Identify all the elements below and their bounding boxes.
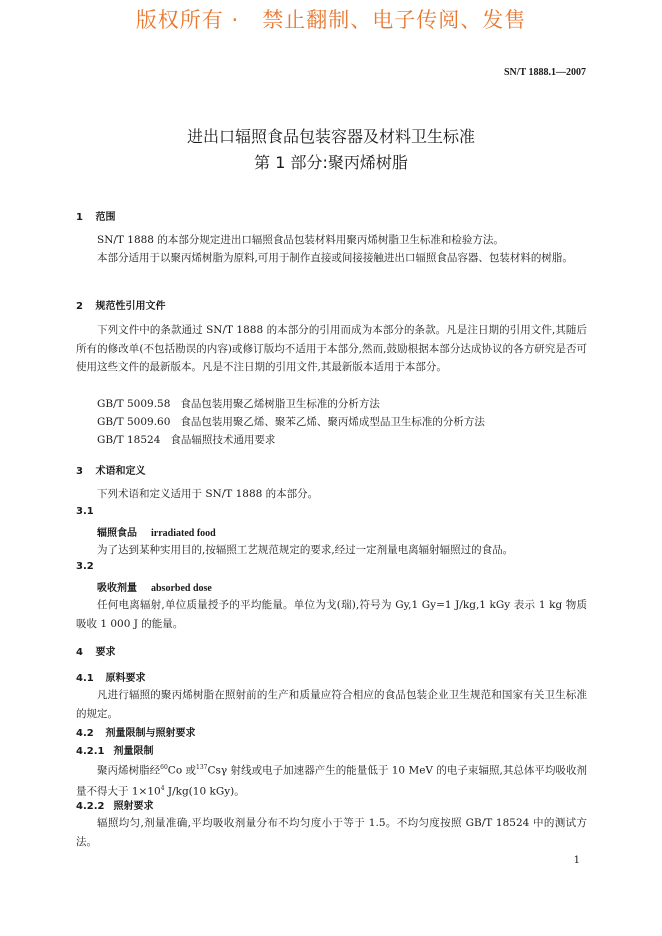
section-heading bbox=[76, 462, 145, 477]
subsection-title: 剂量限制 bbox=[113, 746, 154, 757]
term-entry bbox=[97, 579, 212, 594]
term-entry bbox=[97, 524, 216, 539]
reference-item: GB/T 5009.58 食品包装用聚乙烯树脂卫生标准的分析方法 bbox=[97, 398, 380, 410]
page-number: 1 bbox=[573, 855, 580, 866]
term-chinese: 辐照食品 bbox=[97, 528, 137, 539]
reference-item: GB/T 5009.60 食品包装用聚乙烯、聚苯乙烯、聚丙烯成型品卫生标准的分析方法 bbox=[97, 416, 485, 428]
standard-number: SN/T 1888.1—2007 bbox=[503, 67, 586, 78]
subsection-title: 剂量限制与照射要求 bbox=[105, 728, 196, 739]
section-number: 3 bbox=[76, 466, 83, 477]
paragraph: 聚丙烯树脂经$^{60}$Co 或$^{137}$Csγ 射线或电子加速器产生的能量低于 10 MeV 的电子束辐照,其总体平均吸收剂量不得大于 $1\times 10^4$ J/kg(10 kGy)。 bbox=[76, 764, 588, 798]
document-subtitle: 第 1 部分:聚丙烯树脂 bbox=[254, 153, 408, 172]
subsection-heading bbox=[76, 724, 195, 739]
subsection-title: 照射要求 bbox=[113, 801, 154, 812]
paragraph: 下列文件中的条款通过 SN/T 1888 的本部分的引用而成为本部分的条款。凡是注日期的引用文件,其随后所有的修改单(不包括勘误的内容)或修订版均不适用于本部分,然而,鼓励根据本部分达成协议的各方研究是否可使用这些文件的最新版本。凡是不注日期的引用文件,其最新版本适用于本部分。 bbox=[76, 324, 587, 373]
subsection-number: 4.2 bbox=[76, 728, 94, 739]
section-title: 规范性引用文件 bbox=[95, 301, 166, 312]
paragraph: SN/T 1888 的本部分规定进出口辐照食品包装材料用聚丙烯树脂卫生标准和检验方法。 bbox=[97, 234, 504, 246]
section-title: 要求 bbox=[95, 647, 116, 658]
section-number: 2 bbox=[76, 301, 83, 312]
paragraph: 下列术语和定义适用于 SN/T 1888 的本部分。 bbox=[97, 488, 319, 500]
paragraph: 本部分适用于以聚丙烯树脂为原料,可用于制作直接或间接接触进出口辐照食品容器、包装材料的树脂。 bbox=[97, 252, 573, 264]
section-number: 1 bbox=[76, 212, 83, 223]
section-title: 术语和定义 bbox=[95, 466, 146, 477]
reference-item: GB/T 18524 食品辐照技术通用要求 bbox=[97, 434, 276, 446]
paragraph: 凡进行辐照的聚丙烯树脂在照射前的生产和质量应符合相应的食品包装企业卫生规范和国家有关卫生标准的规定。 bbox=[76, 689, 587, 720]
section-number: 4 bbox=[76, 647, 83, 658]
document-title: 进出口辐照食品包装容器及材料卫生标准 bbox=[186, 127, 475, 146]
paragraph: 辐照均匀,剂量准确,平均吸收剂量分布不均匀度小于等于 1.5。不均匀度按照 GB/T 18524 中的测试方法。 bbox=[76, 817, 587, 848]
subsection-title: 原料要求 bbox=[105, 673, 146, 684]
section-heading bbox=[76, 297, 165, 312]
term-definition: 任何电离辐射,单位质量授予的平均能量。单位为戈(瑞),符号为 Gy,1 Gy=1 J/kg,1 kGy 表示 1 kg 物质吸收 1 000 J 的能量。 bbox=[76, 599, 587, 630]
section-heading bbox=[76, 643, 115, 658]
section-heading bbox=[76, 208, 115, 223]
subsection-heading bbox=[76, 797, 153, 812]
term-english: irradiated food bbox=[151, 528, 216, 539]
copyright-watermark: 版权所有 · 禁止翻制、电子传阅、发售 bbox=[135, 8, 527, 32]
subsection-number: 4.2.1 bbox=[76, 746, 105, 757]
term-number: 3.2 bbox=[76, 561, 94, 572]
section-title: 范围 bbox=[95, 212, 116, 223]
subsection-heading bbox=[76, 669, 145, 684]
subsection-heading bbox=[76, 742, 153, 757]
term-chinese: 吸收剂量 bbox=[97, 583, 137, 594]
term-definition: 为了达到某种实用目的,按辐照工艺规范规定的要求,经过一定剂量电离辐射辐照过的食品。 bbox=[97, 544, 514, 556]
subsection-number: 4.1 bbox=[76, 673, 94, 684]
subsection-number: 4.2.2 bbox=[76, 801, 105, 812]
term-number: 3.1 bbox=[76, 506, 94, 517]
term-english: absorbed dose bbox=[151, 583, 212, 594]
